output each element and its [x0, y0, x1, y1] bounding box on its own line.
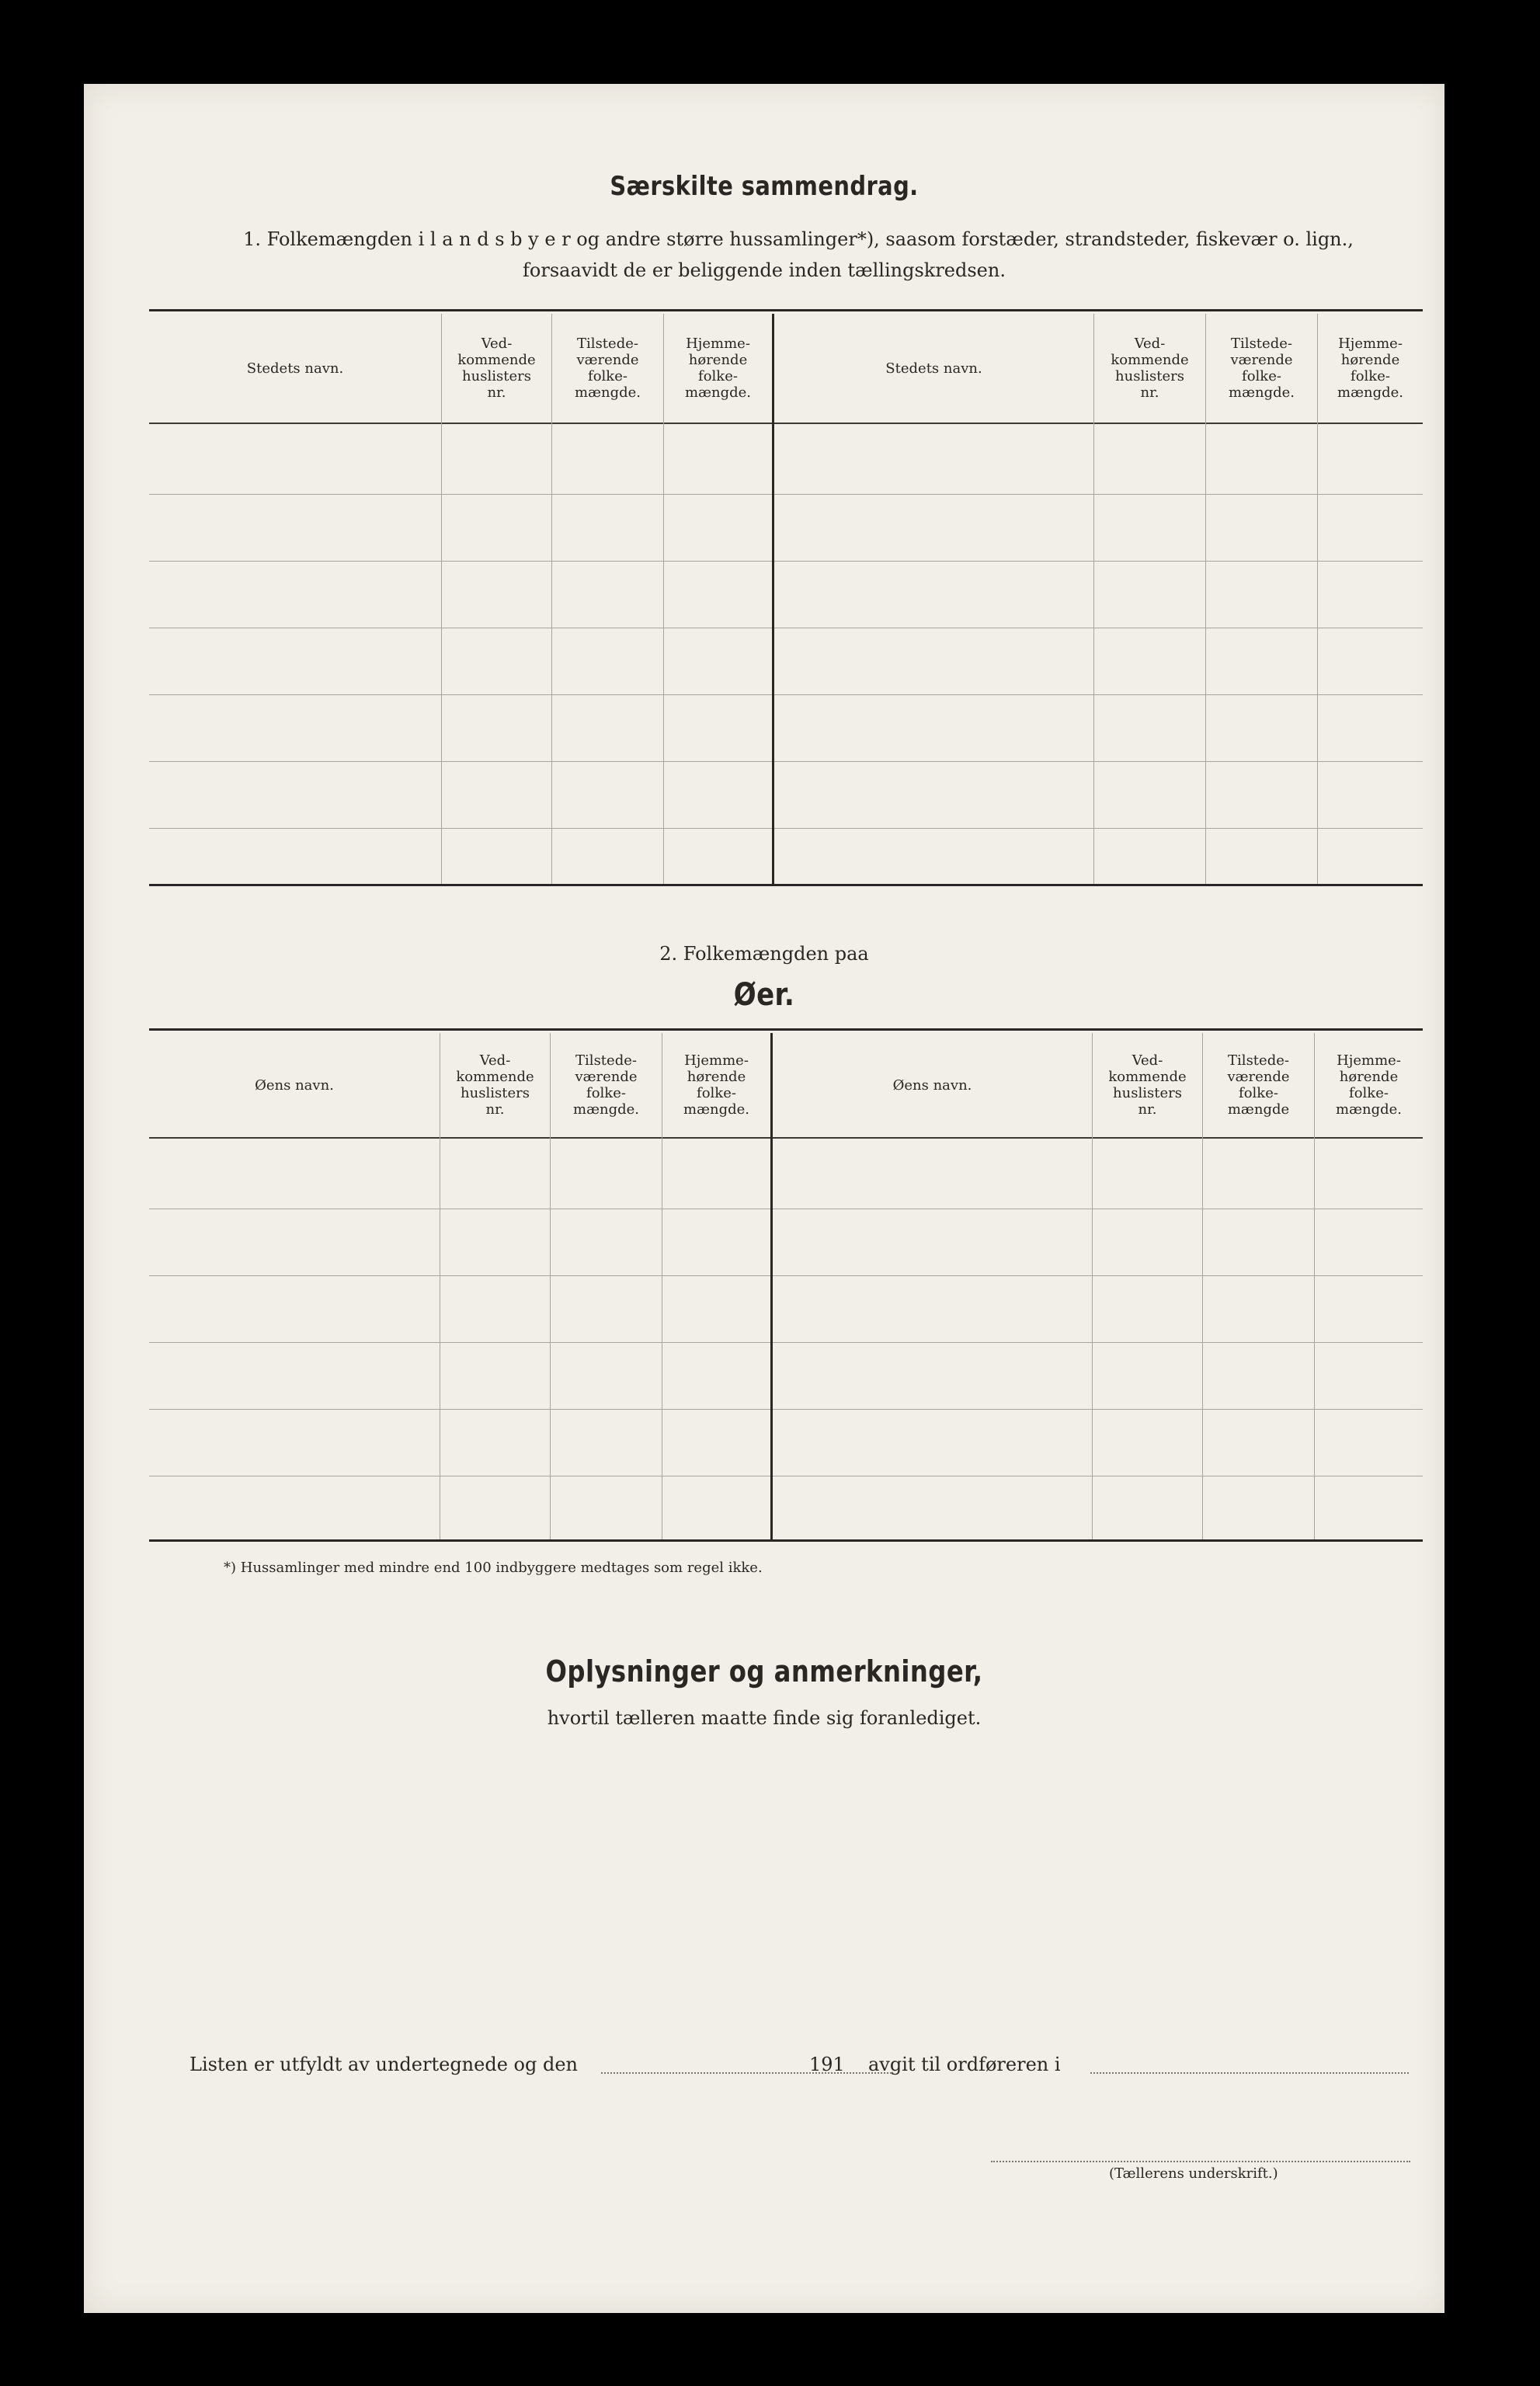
- signature-text2: avgit til ordføreren i: [868, 2054, 1061, 2075]
- footnote: *) Hussamlinger med mindre end 100 indbyggere medtages som regel ikke.: [224, 1560, 763, 1576]
- signature-caption: (Tællerens underskrift.): [1109, 2165, 1278, 2182]
- col-tilstedevaerende-left: Tilstede- værende folke- mængde.: [575, 336, 641, 401]
- col-huslister-right: Ved- kommende huslisters nr.: [1111, 336, 1189, 401]
- signature-year: 191: [809, 2054, 845, 2075]
- col-stedets-navn-right: Stedets navn.: [885, 360, 982, 377]
- col-huslister-right-2: Ved- kommende huslisters nr.: [1108, 1052, 1187, 1118]
- page-title: Særskilte sammendrag.: [610, 171, 919, 202]
- col-huslister-left: Ved- kommende huslisters nr.: [457, 336, 536, 401]
- ordforer-field[interactable]: [1090, 2072, 1409, 2074]
- col-tilstedevaerende-right: Tilstede- værende folke- mængde.: [1229, 336, 1295, 401]
- section1-line1: 1. Folkemængden i l a n d s b y e r og andre større hussamlinger*), saasom forstæder, strandsteder, fiskevær o. lign.,: [243, 228, 1354, 250]
- col-huslister-left-2: Ved- kommende huslisters nr.: [456, 1052, 534, 1118]
- date-field[interactable]: [601, 2072, 892, 2074]
- col-tilstedevaerende-left-2: Tilstede- værende folke- mængde.: [573, 1052, 639, 1118]
- col-oens-navn-right: Øens navn.: [892, 1076, 972, 1094]
- col-hjemmehorende-right: Hjemme- hørende folke- mængde.: [1337, 336, 1403, 401]
- section2-line1: 2. Folkemængden paa: [659, 943, 869, 965]
- signature-text1: Listen er utfyldt av undertegnede og den: [189, 2054, 579, 2075]
- remarks-subheading: hvortil tælleren maatte finde sig foranlediget.: [547, 1707, 982, 1729]
- col-hjemmehorende-left: Hjemme- hørende folke- mængde.: [685, 336, 751, 401]
- census-form-page: [84, 84, 1444, 2313]
- col-tilstedevaerende-right-2: Tilstede- værende folke- mængde: [1227, 1052, 1290, 1118]
- section1-line2: forsaavidt de er beliggende inden tællingskredsen.: [523, 259, 1006, 281]
- col-hjemmehorende-left-2: Hjemme- hørende folke- mængde.: [683, 1052, 749, 1118]
- section2-heading: Øer.: [733, 977, 795, 1013]
- col-hjemmehorende-right-2: Hjemme- hørende folke- mængde.: [1336, 1052, 1402, 1118]
- signature-field[interactable]: [991, 2161, 1410, 2162]
- col-stedets-navn-left: Stedets navn.: [246, 360, 344, 377]
- col-oens-navn-left: Øens navn.: [255, 1076, 334, 1094]
- remarks-heading: Oplysninger og anmerkninger,: [545, 1654, 983, 1689]
